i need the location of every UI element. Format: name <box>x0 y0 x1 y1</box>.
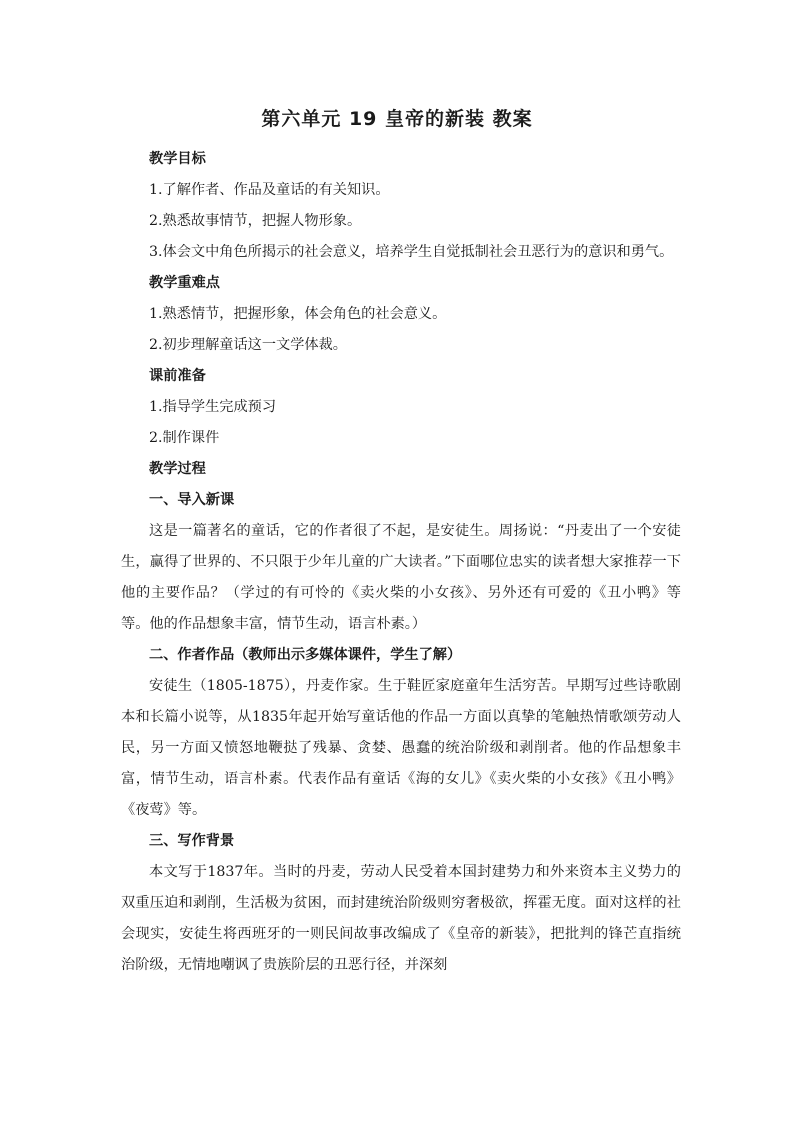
prep-item: 1.指导学生完成预习 <box>149 399 277 415</box>
background-heading: 三、写作背景 <box>149 833 235 849</box>
document-title: 第六单元 19 皇帝的新装 教案 <box>261 108 533 130</box>
prep-heading: 课前准备 <box>149 368 206 384</box>
author-heading: 二、作者作品（教师出示多媒体课件，学生了解） <box>149 647 462 663</box>
author-paragraph: 安徒生（1805-1875），丹麦作家。生于鞋匠家庭童年生活穷苦。早期写过些诗歌剧本和长篇小说等，从1835年起开始写童话他的作品一方面以真挚的笔触热情歌颂劳动人民，另一方面又愤怒地鞭挞了残暴、贪婪、愚蠢的统治阶级和剥削者。他的作品想象丰富，情节生动，语言朴素。代表作品有童话《海的女儿》《卖火柴的小女孩》《丑小鸭》《夜莺》等。 <box>121 678 681 818</box>
process-heading: 教学过程 <box>149 461 206 477</box>
intro-paragraph: 这是一篇著名的童话，它的作者很了不起，是安徒生。周扬说：“丹麦出了一个安徒生，赢得了世界的、不只限于少年儿童的广大读者。”下面哪位忠实的读者想大家推荐一下他的主要作品？（学过的有可怜的《卖火柴的小女孩》、另外还有可爱的《丑小鸭》等等。他的作品想象丰富，情节生动，语言朴素。） <box>121 523 681 632</box>
keypoint-item: 1.熟悉情节，把握形象，体会角色的社会意义。 <box>149 306 447 322</box>
objective-item: 1.了解作者、作品及童话的有关知识。 <box>149 182 390 198</box>
objective-item: 2.熟悉故事情节，把握人物形象。 <box>149 213 362 229</box>
objective-item: 3.体会文中角色所揭示的社会意义，培养学生自觉抵制社会丑恶行为的意识和勇气。 <box>149 244 674 260</box>
keypoints-heading: 教学重难点 <box>149 275 220 291</box>
keypoint-item: 2.初步理解童话这一文学体裁。 <box>149 337 347 353</box>
background-paragraph: 本文写于1837年。当时的丹麦，劳动人民受着本国封建势力和外来资本主义势力的双重压迫和剥削，生活极为贫困，而封建统治阶级则穷奢极欲，挥霍无度。面对这样的社会现实，安徒生将西班牙的一则民间故事改编成了《皇帝的新装》，把批判的锋芒直指统治阶级，无情地嘲讽了贵族阶层的丑恶行径，并深刻 <box>121 864 681 973</box>
document-body <box>121 144 681 981</box>
prep-item: 2.制作课件 <box>149 430 220 446</box>
intro-heading: 一、导入新课 <box>149 492 235 508</box>
objectives-heading: 教学目标 <box>149 151 206 167</box>
